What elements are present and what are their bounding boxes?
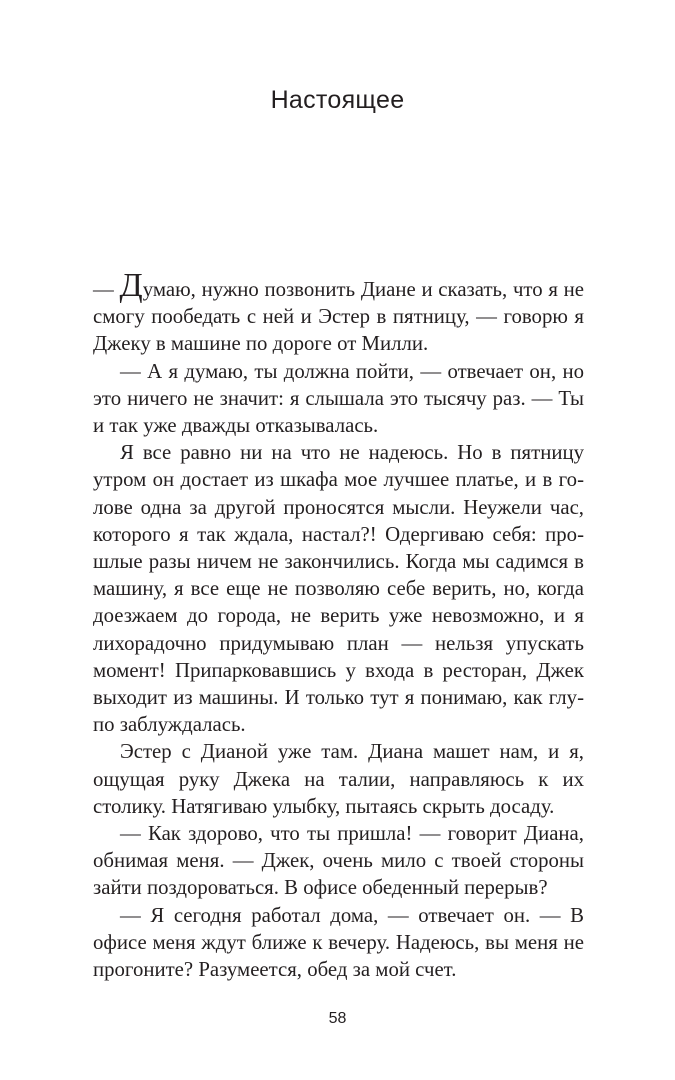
- initial-letter: Д: [119, 267, 143, 304]
- paragraph-4: Эстер с Дианой уже там. Диана машет нам, и я, ощущая руку Джека на талии, направляюсь к их столику. Натягиваю улыбку, пытаясь скрыть досаду.: [93, 740, 584, 818]
- paragraph-2: — А я думаю, ты должна пойти, — отвечает он, но это ничего не значит: я слышала это тысячу раз. — Ты и так уже дважды отказывалась.: [93, 359, 584, 438]
- chapter-title: Настоящее: [270, 86, 405, 114]
- page-number: 58: [328, 1010, 347, 1027]
- paragraph-3: Я все равно ни на что не надеюсь. Но в пятницу утром он достает из шкафа мое лучшее платье, и в голове одна за другой проносятся мысли. Неужели час, которого я так ждала, настал?! Одергиваю себя: прошлые разы ничем не закончились. Когда мы садимся в машину, я все еще не позволяю себе верить, но, когда доезжаем до города, не верить уже невозможно, и я лихорадочно придумываю план — нельзя упускать момент! Припарковавшись у входа в ресторан, Джек выходит из машины. И только тут я понимаю, как глупо заблуждалась.: [93, 441, 584, 737]
- paragraph-5: — Как здорово, что ты пришла! — говорит Диана, обнимая меня. — Джек, очень мило с твоей стороны зайти поздороваться. В офисе обеденный перерыв?: [93, 822, 584, 900]
- paragraph-1: [93, 267, 584, 358]
- paragraph-6: — Я сегодня работал дома, — отвечает он. — В офисе меня ждут ближе к вечеру. Надеюсь, вы меня не прогоните? Разумеется, обед за мой счет.: [93, 903, 584, 982]
- lead-dash: —: [93, 278, 120, 301]
- body-text: [93, 267, 584, 983]
- paragraph-1-text: умаю, нужно позвонить Диане и сказать, что я не смогу пообедать с ней и Эстер в пятницу, — говорю я Джеку в машине по дороге от Милли.: [93, 278, 584, 356]
